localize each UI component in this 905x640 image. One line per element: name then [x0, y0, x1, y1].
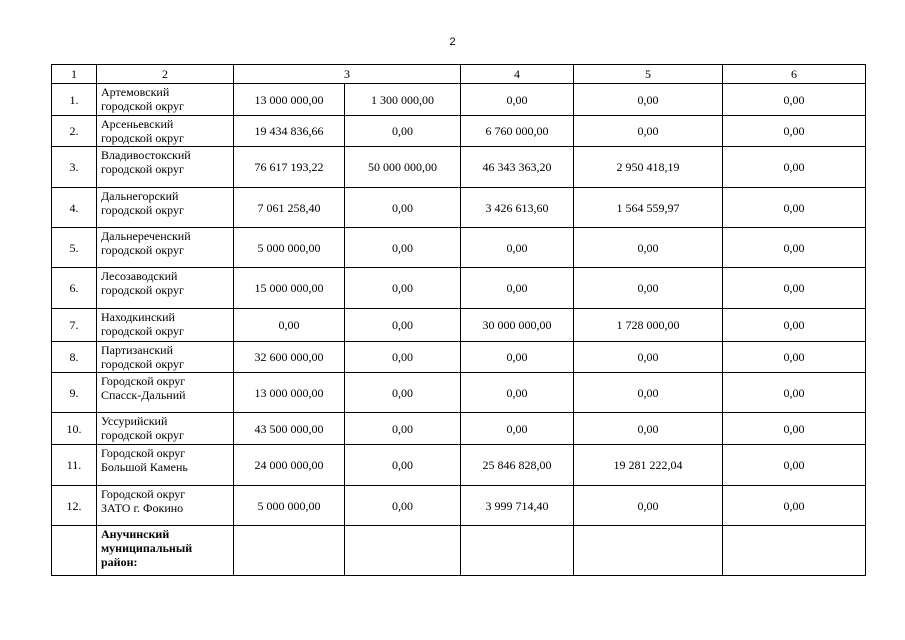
value-col3b: 1 300 000,00	[345, 84, 461, 116]
row-number: 5.	[52, 228, 97, 268]
value-col3b: 0,00	[345, 373, 461, 413]
value-col5: 0,00	[574, 116, 723, 147]
value-col5: 0,00	[574, 342, 723, 373]
value-col3b: 0,00	[345, 268, 461, 309]
value-col3a: 76 617 193,22	[234, 147, 345, 188]
district-name-line1: Артемовский	[101, 85, 170, 99]
district-name	[97, 84, 234, 116]
district-name-line1: Городской округ	[101, 487, 186, 501]
value-col6: 0,00	[723, 84, 866, 116]
district-name-line1: Лесозаводский	[101, 269, 178, 283]
header-row	[52, 65, 866, 84]
value-col6: 0,00	[723, 413, 866, 445]
value-col3a: 43 500 000,00	[234, 413, 345, 445]
header-cell-4: 4	[461, 65, 574, 84]
value-col6: 0,00	[723, 445, 866, 486]
district-name-line1: Городской округ	[101, 446, 186, 460]
value-col6: 0,00	[723, 268, 866, 309]
value-col3a: 13 000 000,00	[234, 373, 345, 413]
empty-cell	[234, 526, 345, 576]
value-col4: 6 760 000,00	[461, 116, 574, 147]
table-row-section	[52, 526, 866, 576]
table-row	[52, 84, 866, 116]
district-name-line1: Дальнереченский	[101, 229, 191, 243]
district-name	[97, 309, 234, 342]
district-name-line1: Арсеньевский	[101, 117, 174, 131]
header-cell-2: 2	[97, 65, 234, 84]
value-col3b: 0,00	[345, 116, 461, 147]
district-name	[97, 147, 234, 188]
value-col4: 3 426 613,60	[461, 188, 574, 228]
value-col5: 0,00	[574, 413, 723, 445]
value-col3b: 0,00	[345, 342, 461, 373]
row-number: 9.	[52, 373, 97, 413]
table-row	[52, 268, 866, 309]
value-col5: 0,00	[574, 84, 723, 116]
district-name-line2: городской округ	[101, 357, 184, 371]
district-name	[97, 342, 234, 373]
value-col3a: 19 434 836,66	[234, 116, 345, 147]
empty-cell	[345, 526, 461, 576]
value-col4: 0,00	[461, 413, 574, 445]
table-row	[52, 342, 866, 373]
table-row	[52, 413, 866, 445]
value-col3b: 0,00	[345, 188, 461, 228]
header-cell-5: 5	[574, 65, 723, 84]
district-name-line2: Спасск-Дальний	[101, 388, 186, 402]
district-name	[97, 228, 234, 268]
value-col4: 0,00	[461, 342, 574, 373]
value-col4: 0,00	[461, 268, 574, 309]
header-cell-3: 3	[234, 65, 461, 84]
page-number: 2	[449, 36, 456, 48]
value-col3a: 24 000 000,00	[234, 445, 345, 486]
row-number: 11.	[52, 445, 97, 486]
district-name-line2: городской округ	[101, 283, 184, 297]
value-col4: 30 000 000,00	[461, 309, 574, 342]
empty-cell	[574, 526, 723, 576]
value-col3a: 5 000 000,00	[234, 228, 345, 268]
value-col5: 0,00	[574, 486, 723, 526]
district-name-line2: Большой Камень	[101, 460, 188, 474]
district-name	[97, 413, 234, 445]
table-row	[52, 116, 866, 147]
table-row	[52, 486, 866, 526]
section-name	[97, 526, 234, 576]
district-name-line2: городской округ	[101, 99, 184, 113]
row-number: 2.	[52, 116, 97, 147]
empty-cell	[723, 526, 866, 576]
budget-table	[51, 64, 866, 576]
table-row	[52, 445, 866, 486]
district-name	[97, 373, 234, 413]
value-col3a: 32 600 000,00	[234, 342, 345, 373]
table-row	[52, 373, 866, 413]
table-row	[52, 147, 866, 188]
district-name	[97, 116, 234, 147]
section-name-line2: муниципальный	[101, 541, 193, 555]
district-name-line1: Городской округ	[101, 374, 186, 388]
header-cell-1: 1	[52, 65, 97, 84]
value-col6: 0,00	[723, 147, 866, 188]
district-name-line1: Дальнегорский	[101, 189, 179, 203]
value-col4: 0,00	[461, 84, 574, 116]
value-col5: 19 281 222,04	[574, 445, 723, 486]
value-col3a: 0,00	[234, 309, 345, 342]
district-name-line2: городской округ	[101, 243, 184, 257]
value-col4: 46 343 363,20	[461, 147, 574, 188]
header-cell-6: 6	[723, 65, 866, 84]
table-row	[52, 228, 866, 268]
district-name-line1: Уссурийский	[101, 414, 168, 428]
table-row	[52, 188, 866, 228]
row-number	[52, 526, 97, 576]
value-col6: 0,00	[723, 373, 866, 413]
value-col4: 0,00	[461, 373, 574, 413]
row-number: 6.	[52, 268, 97, 309]
value-col4: 25 846 828,00	[461, 445, 574, 486]
section-name-line3: район:	[101, 555, 138, 569]
table-row	[52, 309, 866, 342]
value-col6: 0,00	[723, 188, 866, 228]
row-number: 7.	[52, 309, 97, 342]
row-number: 3.	[52, 147, 97, 188]
row-number: 8.	[52, 342, 97, 373]
value-col3b: 0,00	[345, 445, 461, 486]
district-name-line2: городской округ	[101, 324, 184, 338]
table-body	[52, 65, 866, 576]
value-col6: 0,00	[723, 116, 866, 147]
empty-cell	[461, 526, 574, 576]
value-col6: 0,00	[723, 486, 866, 526]
row-number: 10.	[52, 413, 97, 445]
value-col4: 3 999 714,40	[461, 486, 574, 526]
district-name	[97, 445, 234, 486]
district-name-line2: городской округ	[101, 131, 184, 145]
section-name-line1: Анучинский	[101, 527, 170, 541]
row-number: 1.	[52, 84, 97, 116]
row-number: 4.	[52, 188, 97, 228]
row-number: 12.	[52, 486, 97, 526]
value-col5: 0,00	[574, 373, 723, 413]
district-name-line2: городской округ	[101, 162, 184, 176]
value-col6: 0,00	[723, 342, 866, 373]
value-col3b: 0,00	[345, 228, 461, 268]
district-name	[97, 268, 234, 309]
value-col4: 0,00	[461, 228, 574, 268]
value-col3b: 0,00	[345, 309, 461, 342]
value-col5: 1 728 000,00	[574, 309, 723, 342]
value-col3b: 50 000 000,00	[345, 147, 461, 188]
value-col5: 1 564 559,97	[574, 188, 723, 228]
district-name-line1: Находкинский	[101, 310, 175, 324]
value-col5: 0,00	[574, 268, 723, 309]
value-col3b: 0,00	[345, 486, 461, 526]
district-name-line1: Владивостокский	[101, 148, 191, 162]
district-name	[97, 188, 234, 228]
district-name-line1: Партизанский	[101, 343, 173, 357]
value-col5: 0,00	[574, 228, 723, 268]
value-col6: 0,00	[723, 309, 866, 342]
value-col3b: 0,00	[345, 413, 461, 445]
district-name-line2: городской округ	[101, 428, 184, 442]
district-name-line2: ЗАТО г. Фокино	[101, 501, 184, 515]
value-col6: 0,00	[723, 228, 866, 268]
district-name-line2: городской округ	[101, 203, 184, 217]
value-col5: 2 950 418,19	[574, 147, 723, 188]
district-name	[97, 486, 234, 526]
value-col3a: 13 000 000,00	[234, 84, 345, 116]
value-col3a: 5 000 000,00	[234, 486, 345, 526]
value-col3a: 7 061 258,40	[234, 188, 345, 228]
value-col3a: 15 000 000,00	[234, 268, 345, 309]
